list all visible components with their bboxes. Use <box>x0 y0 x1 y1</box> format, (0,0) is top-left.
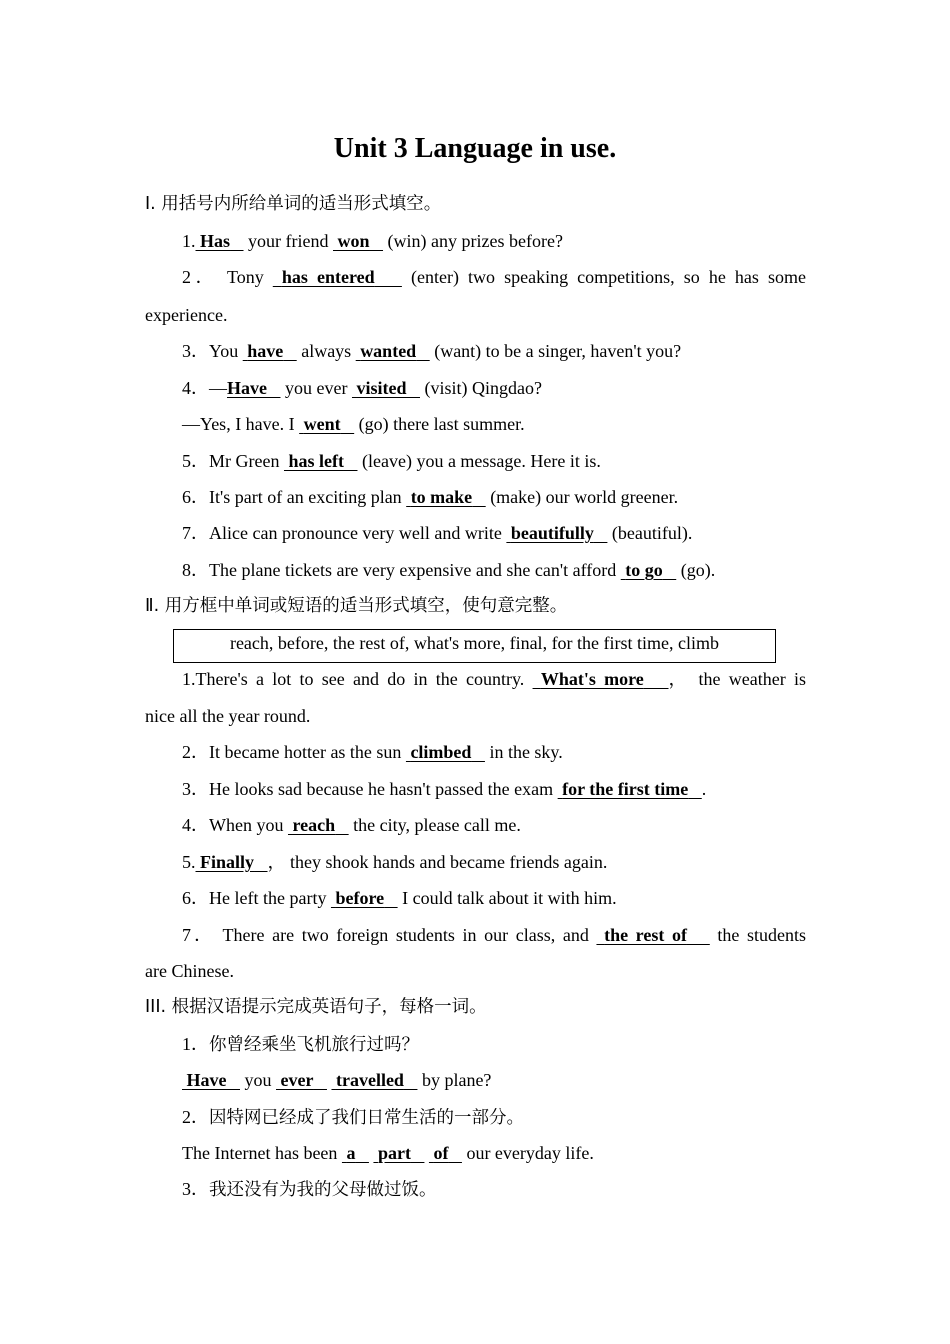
p1-q4: 4．—Have you ever visited (visit) Qingdao? <box>182 378 542 398</box>
page-title: Unit 3 Language in use. <box>333 133 617 164</box>
p3-q1-prompt: 1．你曾经乘坐飞机旅行过吗？ <box>182 1034 419 1055</box>
p2-q3: 3．He looks sad because he hasn't passed the exam for the first time . <box>182 779 707 799</box>
p3-q2-blank-2: part <box>377 1143 411 1163</box>
p3-q2-blank-1: a <box>346 1143 356 1163</box>
p1-q5: 5．Mr Green has left (leave) you a message. Here it is. <box>182 451 601 471</box>
p2-q2-blank-1: climbed <box>410 742 472 762</box>
p2-q1: 1.There's a lot to see and do in the country. What's more ， the weather is <box>182 669 806 689</box>
p2-q6: 6．He left the party before I could talk about it with him. <box>182 888 617 908</box>
p1-q3: 3．You have always wanted (want) to be a singer, haven't you? <box>182 341 682 361</box>
p3-q1-answer: Have you ever travelled by plane? <box>182 1069 491 1091</box>
p1-q6-blank-1: to make <box>410 487 473 507</box>
p1-q2: 2． Tony has entered (enter) two speaking competitions, so he has some <box>182 267 806 287</box>
p2-q7-blank-1: the rest of <box>604 925 687 945</box>
p1-q5-blank-1: has left <box>288 451 344 471</box>
p3-q1-blank-2: ever <box>280 1070 314 1090</box>
p1-q4-blank-3: went <box>303 414 341 434</box>
p3-q1-blank-3: travelled <box>335 1070 404 1090</box>
section-1-heading: Ⅰ. 用括号内所给单词的适当形式填空。 <box>145 194 442 214</box>
p2-q1-blank-1: What's more <box>540 669 644 689</box>
p1-q7: 7．Alice can pronounce very well and write beautifully (beautiful). <box>182 523 693 543</box>
p1-q7-blank-1: beautifully <box>510 523 594 543</box>
p1-q1-blank-2: won <box>337 231 370 251</box>
p2-q5-blank-1: Finally <box>200 852 255 872</box>
p3-q3-prompt: 3．我还没有为我的父母做过饭。 <box>182 1179 437 1200</box>
p1-q4-blank-1: Have <box>227 378 267 398</box>
p2-q6-blank-1: before <box>335 888 385 908</box>
p2-q7-continuation: are Chinese. <box>145 961 234 981</box>
p3-q2-blank-3: of <box>433 1143 449 1163</box>
p1-q2-blank-1: has entered <box>281 267 375 287</box>
section-2-heading: Ⅱ. 用方框中单词或短语的适当形式填空，使句意完整。 <box>145 596 568 616</box>
p1-q3-blank-2: wanted <box>360 341 417 361</box>
p1-q6: 6．It's part of an exciting plan to make (make) our world greener. <box>182 487 679 507</box>
p1-q8: 8．The plane tickets are very expensive and she can't afford to go (go). <box>182 560 716 580</box>
p1-q4-blank-2: visited <box>356 378 407 398</box>
p1-q2-continuation: experience. <box>145 305 228 325</box>
p2-q1-continuation: nice all the year round. <box>145 706 311 726</box>
p2-q7: 7． There are two foreign students in our class, and the rest of the students <box>182 925 807 945</box>
p2-q4-blank-1: reach <box>292 815 336 835</box>
p2-q4: 4．When you reach the city, please call me. <box>182 815 521 835</box>
p1-q8-blank-1: to go <box>625 560 663 580</box>
p1-q1: 1. Has your friend won (win) any prizes before? <box>182 231 563 251</box>
p2-q2: 2．It became hotter as the sun climbed in the sky. <box>182 742 563 762</box>
section-3-heading: III. 根据汉语提示完成英语句子，每格一词。 <box>145 997 487 1017</box>
p3-q2-prompt: 2．因特网已经成了我们日常生活的一部分。 <box>182 1107 524 1128</box>
p1-q4-reply: —Yes, I have. I went (go) there last summer. <box>182 414 525 434</box>
p3-q2-answer: The Internet has been a part of our everyday life. <box>182 1143 594 1163</box>
p1-q3-blank-1: have <box>247 341 284 361</box>
p2-q3-blank-1: for the first time <box>562 779 689 799</box>
p1-q1-blank-1: Has <box>200 231 231 251</box>
p2-q5: 5. Finally ， they shook hands and became friends again. <box>182 852 608 872</box>
p3-q1-blank-1: Have <box>186 1070 227 1090</box>
word-bank-box: reach, before, the rest of, what's more, final, for the first time, climb <box>173 629 776 663</box>
